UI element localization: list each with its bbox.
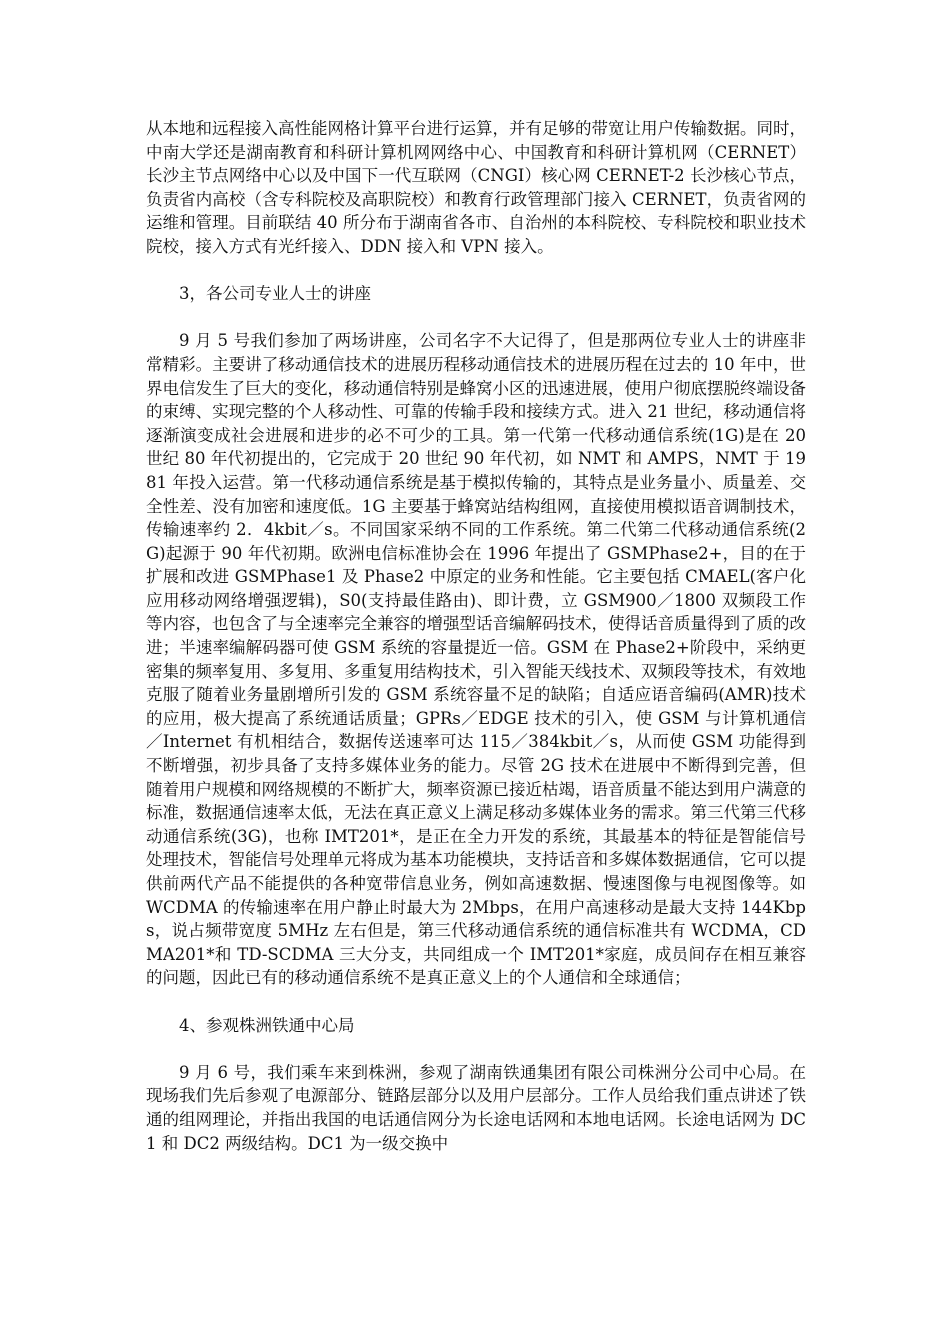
paragraph-spacer [146,990,806,1014]
body-paragraph-mobile-communication: 9 月 5 号我们参加了两场讲座，公司名字不大记得了，但是那两位专业人士的讲座非常精彩。主要讲了移动通信技术的进展历程移动通信技术的进展历程在过去的 10 年中，世界电信发生了巨大的变化，移动通信特别是蜂窝小区的迅速进展，使用户彻底摆脱终端设备的束缚、实现完整的个人移动性、可靠的传输手段和接续方式。进入 21 世纪，移动通信将逐渐演变成社会进展和进步的必不可少的工具。第一代第一代移动通信系统(1G)是在 20 世纪 80 年代初提出的，它完成于 20 世纪 90 年代初，如 NMT 和 AMPS，NMT 于 1981 年投入运营。第一代移动通信系统是基于模拟传输的，其特点是业务量小、质量差、交全性差、没有加密和速度低。1G 主要基于蜂窝站结构组网，直接使用模拟语音调制技术，传输速率约 2．4kbit／s。不同国家采纳不同的工作系统。第二代第二代移动通信系统(2G)起源于 90 年代初期。欧洲电信标准协会在 1996 年提出了 GSMPhase2+，目的在于扩展和改进 GSMPhase1 及 Phase2 中原定的业务和性能。它主要包括 CMAEL(客户化应用移动网络增强逻辑)，S0(支持最佳路由)、即计费，立 GSM900／1800 双频段工作等内容，也包含了与全速率完全兼容的增强型话音编解码技术，使得话音质量得到了质的改进；半速率编解码器可使 GSM 系统的容量提近一倍。GSM 在 Phase2+阶段中，采纳更密集的频率复用、多复用、多重复用结构技术，引入智能天线技术、双频段等技术，有效地克服了随着业务量剧增所引发的 GSM 系统容量不足的缺陷；自适应语音编码(AMR)技术的应用，极大提高了系统通话质量；GPRs／EDGE 技术的引入，使 GSM 与计算机通信／Internet 有机相结合，数据传送速率可达 115／384kbit／s，从而使 GSM 功能得到不断增强，初步具备了支持多媒体业务的能力。尽管 2G 技术在进展中不断得到完善，但随着用户规模和网络规模的不断扩大，频率资源已接近枯竭，语音质量不能达到用户满意的标准，数据通信速率太低，无法在真正意义上满足移动多媒体业务的需求。第三代第三代移动通信系统(3G)，也称 IMT201*，是正在全力开发的系统，其最基本的特征是智能信号处理技术，智能信号处理单元将成为基本功能模块，支持话音和多媒体数据通信，它可以提供前两代产品不能提供的各种宽带信息业务，例如高速数据、慢速图像与电视图像等。如 WCDMA 的传输速率在用户静止时最大为 2Mbps，在用户高速移动是最大支持 144Kbps，说占频带宽度 5MHz 左右但是，第三代移动通信系统的通信标准共有 WCDMA，CDMA201*和 TD-SCDMA 三大分支，共同组成一个 IMT201*家庭，成员间存在相互兼容的问题，因此已有的移动通信系统不是真正意义上的个人通信和全球通信； [146,331,806,988]
paragraph-spacer [146,259,806,283]
section-heading-zhuzhou-visit: 4、参观株洲铁通中心局 [179,1015,355,1035]
body-paragraph-network-center: 从本地和远程接入高性能网格计算平台进行运算，并有足够的带宽让用户传输数据。同时，中南大学还是湖南教育和科研计算机网网络中心、中国教育和科研计算机网（CERNET）长沙主节点网络中心以及中国下一代互联网（CNGI）核心网 CERNET-2 长沙核心节点，负责省内高校（含专科院校及高职院校）和教育行政管理部门接入 CERNET，负责省网的运维和管理。目前联结 40 所分布于湖南省各市、自治州的本科院校、专科院校和职业技术院校，接入方式有光纤接入、DDN 接入和 VPN 接入。 [146,119,806,256]
paragraph-spacer [146,1037,806,1061]
body-paragraph-zhuzhou-center: 9 月 6 号，我们乘车来到株洲，参观了湖南铁通集团有限公司株洲分公司中心局。在现场我们先后参观了电源部分、链路层部分以及用户层部分。工作人员给我们重点讲述了铁通的组网理论，并指出我国的电话通信网分为长途电话网和本地电话网。长途电话网为 DC1 和 DC2 两级结构。DC1 为一级交换中 [146,1062,806,1153]
document-page [146,117,806,1155]
paragraph-spacer [146,306,806,330]
section-heading-lectures: 3，各公司专业人士的讲座 [179,284,371,304]
